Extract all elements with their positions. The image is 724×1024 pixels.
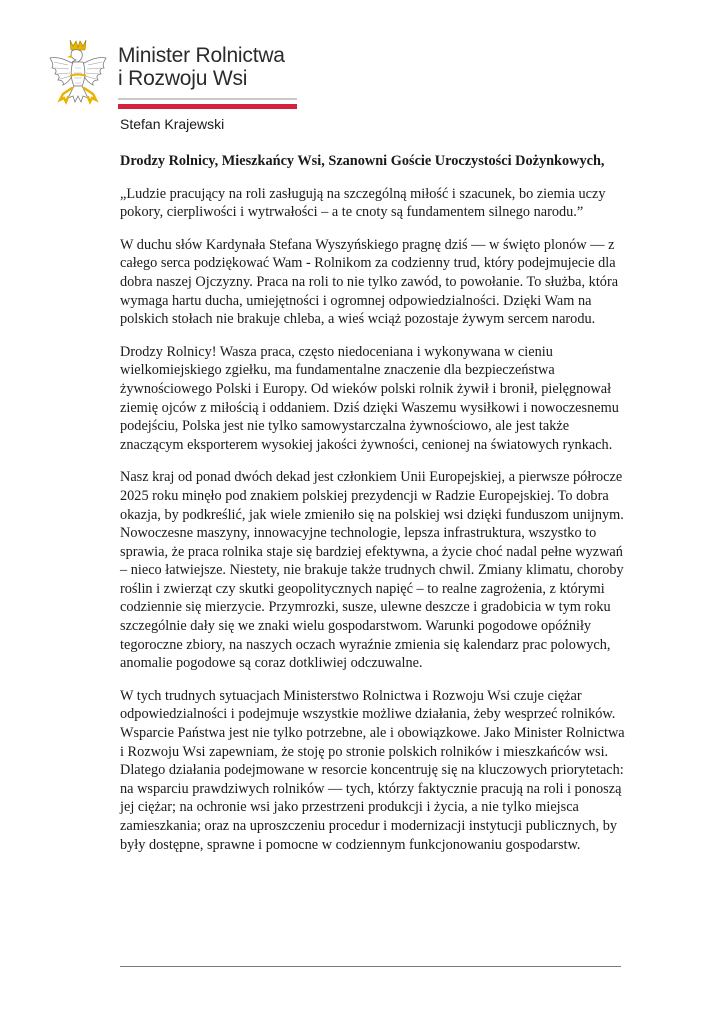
white-eagle-emblem-icon bbox=[46, 38, 110, 112]
minister-name: Stefan Krajewski bbox=[120, 116, 225, 132]
ministry-name-line2: i Rozwoju Wsi bbox=[118, 67, 248, 90]
letter-paragraph: Drodzy Rolnicy! Wasza praca, często niedoceniana i wykonywana w cieniu wielkomiejskiego zgiełku, ma fundamentalne znaczenie dla bezpieczeństwa żywnościowego Polski i Europy. Od wieków polski rolnik żywił i bronił, pielęgnował ziemię ojców z miłością i oddaniem. Dziś dzięki Waszemu wysiłkowi i nowoczesnemu podejściu, Polska jest nie tylko samowystarczalna żywnościowo, ale jest także znaczącym eksporterem wysokiej jakości żywności, cenionej na światowych rynkach. bbox=[120, 343, 619, 453]
letter-greeting: Drodzy Rolnicy, Mieszkańcy Wsi, Szanowni Goście Uroczystości Dożynkowych, bbox=[120, 153, 605, 169]
flag-red-stripe bbox=[118, 104, 297, 109]
letter-paragraph: W tych trudnych sytuacjach Ministerstwo Rolnictwa i Rozwoju Wsi czuje ciężar odpowiedzialności i podejmuje wszystkie możliwe działania, żeby wesprzeć rolników. Wsparcie Państwa jest nie tylko potrzebne, ale i obowiązkowe. Jako Minister Rolnictwa i Rozwoju Wsi zapewniam, że stoję po stronie polskich rolników i mieszkańców wsi. Dlatego działania podejmowane w resorcie koncentruję się na kluczowych priorytetach: na wsparciu prawdziwych rolników — tych, którzy faktycznie pracują na roli i ponoszą jej ciężar; na ochronie wsi jako przestrzeni produkcji i życia, a nie tylko miejsca zamieszkania; oraz na uproszczeniu procedur i modernizacji instytucji publicznych, by były dostępne, sprawne i pomocne w codziennym funkcjonowaniu gospodarstw. bbox=[120, 687, 625, 853]
letter-quote: „Ludzie pracujący na roli zasługują na szczególną miłość i szacunek, bo ziemia uczy pokory, cierpliwości i wytrwałości – a te cnoty są fundamentem silnego narodu.” bbox=[120, 185, 606, 221]
ministry-name bbox=[118, 44, 285, 90]
letter-paragraph: W duchu słów Kardynała Stefana Wyszyńskiego pragnę dziś — w święto plonów — z całego serca podziękować Wam - Rolnikom za codzienny trud, który podejmujecie dla dobra naszej Ojczyzny. Praca na roli to nie tylko zawód, to powołanie. To służba, która wymaga hartu ducha, umiejętności i ogromnej odpowiedzialności. Dzięki Wam na polskich stołach nie brakuje chleba, a wieś wciąż pozostaje żywym sercem narodu. bbox=[120, 236, 619, 328]
letter-body bbox=[120, 152, 626, 868]
letter-paragraph: Nasz kraj od ponad dwóch dekad jest członkiem Unii Europejskiej, a pierwsze półrocze 2025 roku minęło pod znakiem polskiej prezydencji w Radzie Europejskiej. To dobra okazja, by podkreślić, jak wiele zmieniło się na polskiej wsi dzięki funduszom unijnym. Nowoczesne maszyny, innowacyjne technologie, lepsza infrastruktura, wszystko to sprawia, że praca rolnika staje się bardziej efektywna, a życie choć nadal pełne wyzwań – nieco łatwiejsze. Niestety, nie brakuje także trudnych chwil. Zmiany klimatu, choroby roślin i zwierząt czy skutki geopolitycznych napięć – to realne zagrożenia, z którymi codziennie się mierzycie. Przymrozki, susze, ulewne deszcze i gradobicia w tym roku szczególnie dały się we znaki wielu gospodarstwom. Warunki pogodowe opóźniły tegoroczne zbiory, na naszych oczach wyraźnie zmienia się kalendarz prac polowych, anomalie pogodowe są coraz dotkliwiej odczuwalne. bbox=[120, 469, 624, 672]
footer-divider bbox=[120, 966, 621, 967]
flag-white-stripe bbox=[118, 98, 297, 100]
ministry-name-line1: Minister Rolnictwa bbox=[118, 44, 285, 67]
